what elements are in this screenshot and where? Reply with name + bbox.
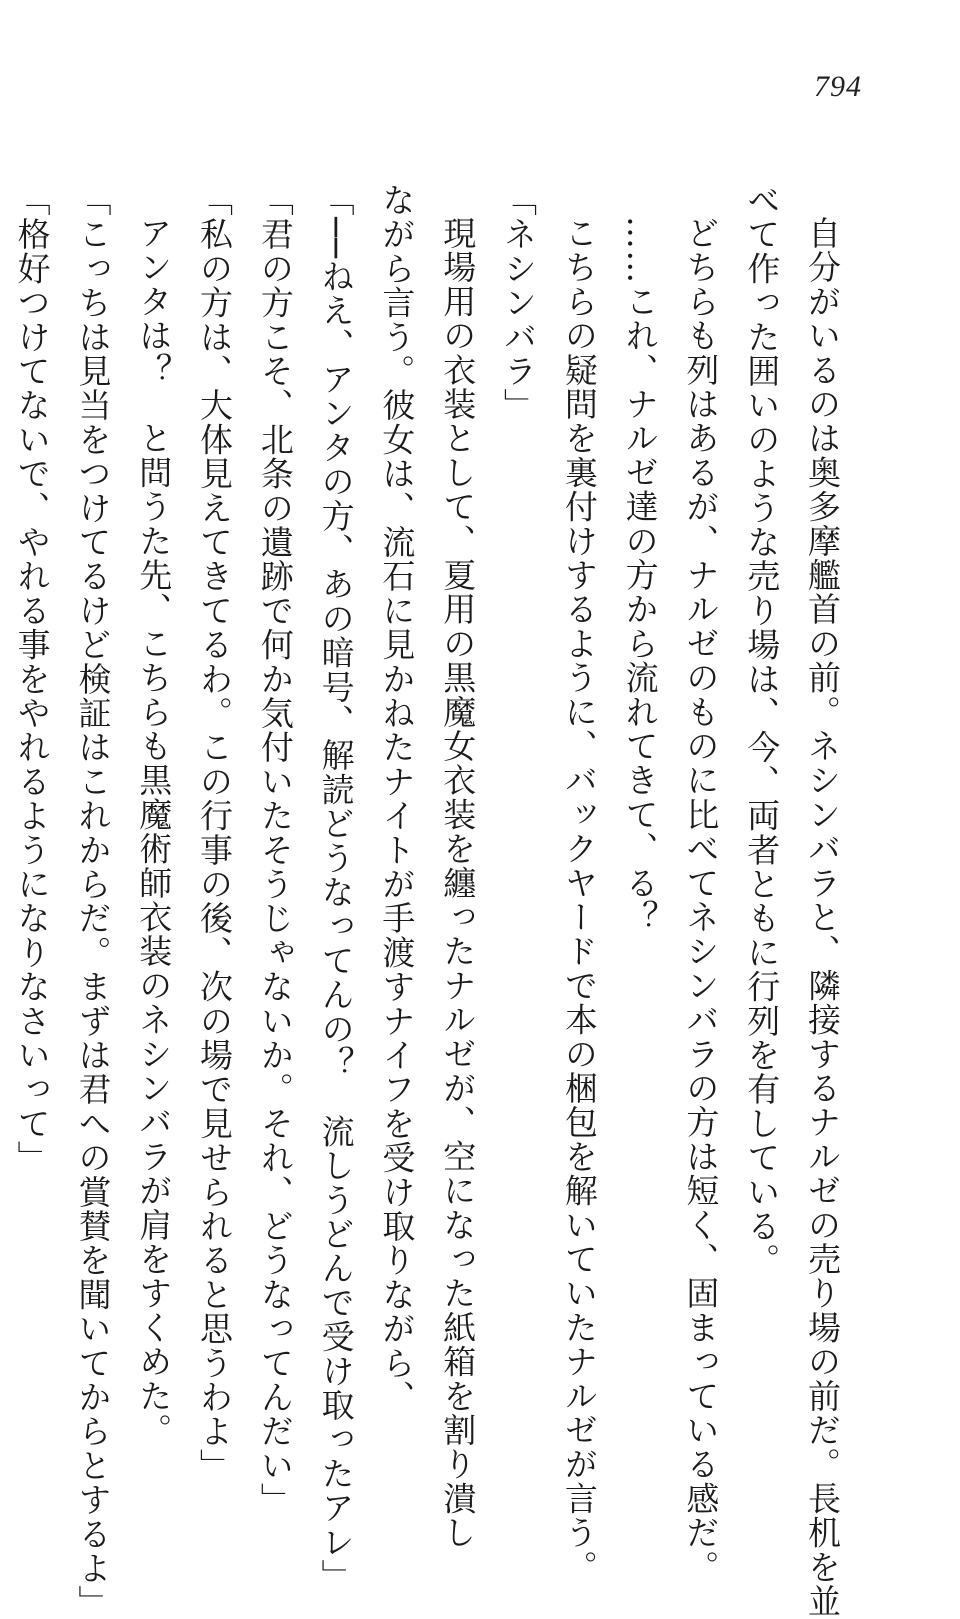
text-line: 「私の方は、大体見えてきてるわ。この行事の後、次の場で見せられると思うわよ」 (195, 183, 235, 1483)
text-line (0, 183, 1, 1393)
text-line: 現場用の衣装として、夏用の黒魔女衣装を纏ったナルゼが、空になった紙箱を割り潰し (438, 216, 478, 1550)
text-line: どちらも列はあるが、ナルゼのものに比べてネシンバラの方は短く、固まっている感だ。 (681, 216, 721, 1584)
text-line: べて作った囲いのような売り場は、今、両者ともに行列を有している。 (742, 183, 782, 1278)
text-line: 自分がいるのは奥多摩艦首の前。ネシンバラと、隣接するナルゼの売り場の前だ。長机を並 (803, 216, 842, 1619)
text-line: 「──ねえ、アンタの方、あの暗号、解読どうなってんの？ 流しうどんで受け取ったアレ」 (316, 183, 356, 1594)
text-line: ……これ、ナルゼ達の方から流れてきて、る？ (620, 216, 660, 935)
text-line: 「格好つけてないで、やれる事をやれるようになりなさいって」 (12, 183, 52, 1175)
text-line: アンタは？ と問うた先、こちらも黒魔術師衣装のネシンバラが肩をすくめた。 (134, 216, 174, 1448)
vertical-body-text (12, 183, 852, 1619)
text-line: ながら言う。彼女は、流石に見かねたナイトが手渡すナイフを受け取りながら、 (377, 183, 417, 1415)
text-line: 「こっちは見当をつけてるけど検証はこれからだ。まずは君への賞賛を聞いてからとするよ」 (73, 183, 113, 1619)
text-line: こちらの疑問を裏付けするように、バックヤードで本の梱包を解いていたナルゼが言う。 (559, 216, 599, 1584)
text-line: 「君の方こそ、北条の遺跡で何か気付いたそうじゃないか。それ、どうなってんだい」 (255, 183, 295, 1517)
text-line: 「ネシンバラ」 (499, 183, 539, 423)
page-number: 794 (814, 70, 862, 103)
